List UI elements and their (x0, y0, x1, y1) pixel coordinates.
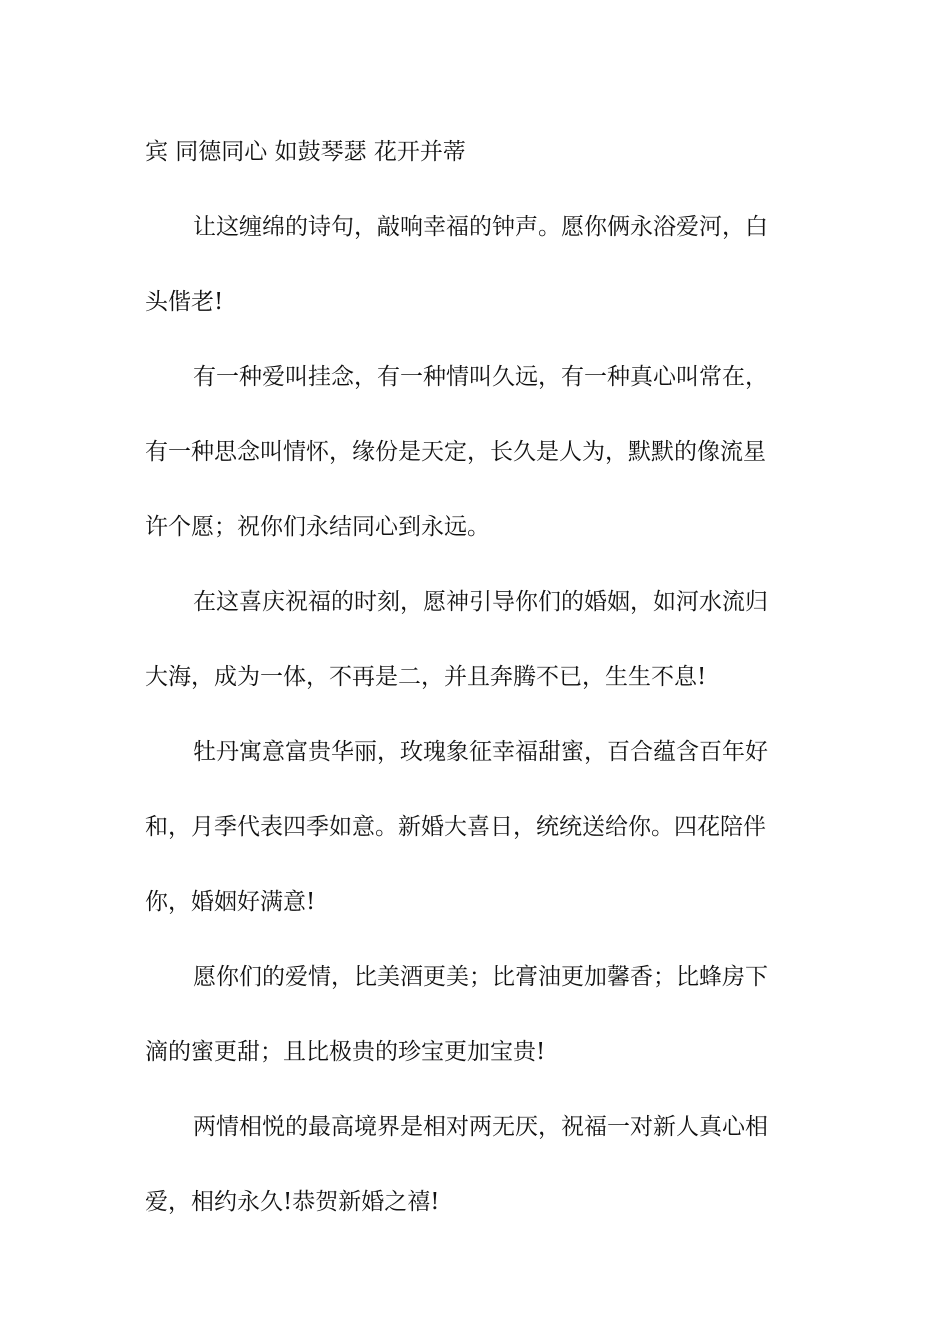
text-line-12: 愿你们的爱情，比美酒更美；比膏油更加馨香；比蜂房下 (193, 964, 768, 990)
text-line-5: 有一种思念叫情怀，缘份是天定，长久是人为，默默的像流星 (145, 439, 766, 465)
text-line-15: 爱，相约永久!恭贺新婚之禧! (145, 1189, 440, 1215)
text-line-9: 牡丹寓意富贵华丽，玫瑰象征幸福甜蜜，百合蕴含百年好 (193, 739, 768, 765)
text-line-13: 滴的蜜更甜；且比极贵的珍宝更加宝贵! (145, 1039, 546, 1065)
text-line-2: 让这缠绵的诗句，敲响幸福的钟声。愿你俩永浴爱河，白 (193, 214, 768, 240)
text-line-8: 大海，成为一体，不再是二，并且奔腾不已，生生不息! (145, 664, 707, 690)
text-line-14: 两情相悦的最高境界是相对两无厌，祝福一对新人真心相 (193, 1114, 768, 1140)
document-body (145, 115, 815, 1240)
text-line-11: 你，婚姻好满意! (145, 889, 316, 915)
text-line-7: 在这喜庆祝福的时刻，愿神引导你们的婚姻，如河水流归 (193, 589, 768, 615)
text-line-3: 头偕老! (145, 289, 224, 315)
text-line-10: 和，月季代表四季如意。新婚大喜日，统统送给你。四花陪伴 (145, 814, 766, 840)
text-line-4: 有一种爱叫挂念，有一种情叫久远，有一种真心叫常在， (193, 364, 768, 390)
text-line-1: 宾 同德同心 如鼓琴瑟 花开并蒂 (145, 139, 466, 165)
text-line-6: 许个愿；祝你们永结同心到永远。 (145, 514, 490, 540)
